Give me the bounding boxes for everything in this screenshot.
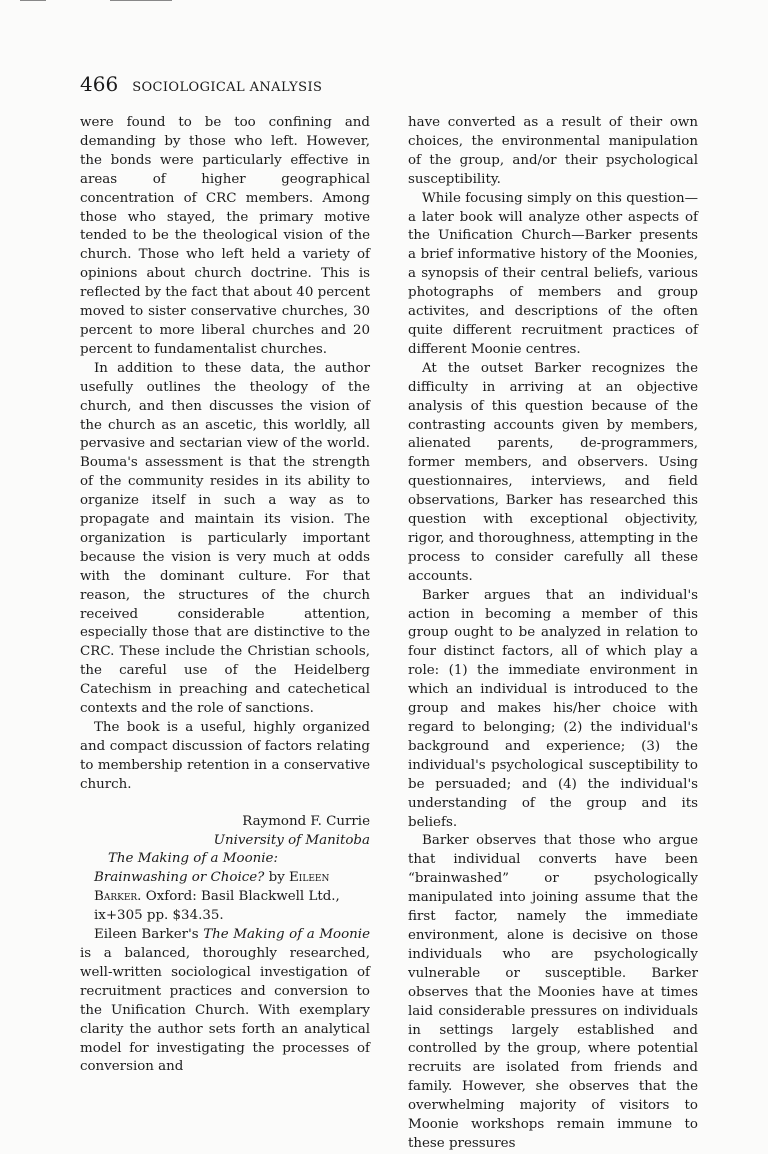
right-paragraph-5: Barker observes that those who argue that individual converts have been “brainwashed” or psychologically manipulated into joining assume that the first factor, namely the immediate environment, alone is decisive on those individuals who are psychologically vulnerable or susceptible. Barker observes that the Moonies have at times laid considerable pressures on individuals in settings largely established and controlled by the group, where potential recruits are isolated from friends and family. However, she observes that the overwhelming majority of visitors to Moonie workshops remain immune to these pressures xyxy=(408,833,698,1151)
left-column xyxy=(80,114,370,1077)
review-body-book-title: The Making of a Moonie xyxy=(203,927,370,943)
right-paragraph-4: Barker argues that an individual's action in becoming a member of this group ought to be analyzed in relation to four distinct factors, all of which play a role: (1) the immediate environment in which an individual is introduced to the group and makes his/her choice with regard to belonging; (2) the individual's background and experience; (3) the individual's psychological susceptibility to be persuaded; and (4) the individual's understanding of the group and its beliefs. xyxy=(408,587,698,830)
review-opening-paragraph xyxy=(80,926,370,1077)
page-header xyxy=(80,72,322,100)
review-body-text: is a balanced, thoroughly researched, well-written sociological investigation of recruitment practices and conversion to the Unification Church. With exemplary clarity the author sets forth an analytical model for investigating the processes of conversion and xyxy=(80,945,370,1075)
right-paragraph-2: While focusing simply on this question—a later book will analyze other aspects of the Unification Church—Barker presents a brief informative history of the Moonies, a synopsis of their central beliefs, various photographs of members and group activites, and descriptions of the often quite different recruitment practices of different Moonie centres. xyxy=(408,190,698,357)
page-number: 466 xyxy=(80,72,119,96)
left-paragraph-3: The book is a useful, highly organized and compact discussion of factors relating to membership retention in a conservative church. xyxy=(80,720,370,792)
right-paragraph-3: At the outset Barker recognizes the difficulty in arriving at an objective analysis of this question because of the contrasting accounts given by members, alienated parents, de-programmers, former members, and observers. Using questionnaires, interviews, and field observations, Barker has researched this question with exceptional objectivity, rigor, and thoroughness, attempting in the process to consider carefully all these accounts. xyxy=(408,360,698,584)
reviewer-name: Raymond F. Currie xyxy=(242,813,370,829)
left-paragraph-1: were found to be too confining and demanding by those who left. However, the bonds were particularly effective in areas of higher geographical concentration of CRC members. Among those who stayed, the primary motive tended to be the theological vision of the church. Those who left held a variety of opinions about church doctrine. This is reflected by the fact that about 40 percent moved to sister conservative churches, 30 percent to more liberal churches and 20 percent to fundamentalist churches. xyxy=(80,115,370,357)
review-citation xyxy=(80,850,370,926)
left-paragraph-2: In addition to these data, the author usefully outlines the theology of the church, and then discusses the vision of the church as an ascetic, this worldly, all pervasive and sectarian view of the world. Bouma's assessment is that the strength of the community resides in its ability to organize itself in such a way as to propagate and maintain its vision. The organization is particularly important because the vision is very much at odds with the dominant culture. For that reason, the structures of the church received considerable attention, especially those that are distinctive to the CRC. These include the Christian schools, the careful use of the Heidelberg Catechism in preaching and catechetical contexts and the role of sanctions. xyxy=(80,360,370,717)
review-publisher: Oxford: Basil Blackwell Ltd., ix+305 pp. $34.35. xyxy=(94,889,340,924)
right-paragraph-1: have converted as a result of their own choices, the environmental manipulation of the group, and/or their psychological susceptibility. xyxy=(408,115,698,187)
top-rule-left xyxy=(20,0,46,1)
review-book-author: Eileen Barker. xyxy=(94,870,330,905)
running-head: SOCIOLOGICAL ANALYSIS xyxy=(132,80,323,95)
reviewer-affiliation: University of Manitoba xyxy=(213,832,370,848)
review-body-intro: Eileen Barker's xyxy=(94,927,199,943)
review-book-title: The Making of a Moonie: Brainwashing or Choice? xyxy=(94,851,278,886)
right-column xyxy=(408,114,698,1154)
reviewer-signature xyxy=(80,813,370,851)
top-rule-right xyxy=(110,0,172,1)
review-by: by xyxy=(268,870,285,886)
